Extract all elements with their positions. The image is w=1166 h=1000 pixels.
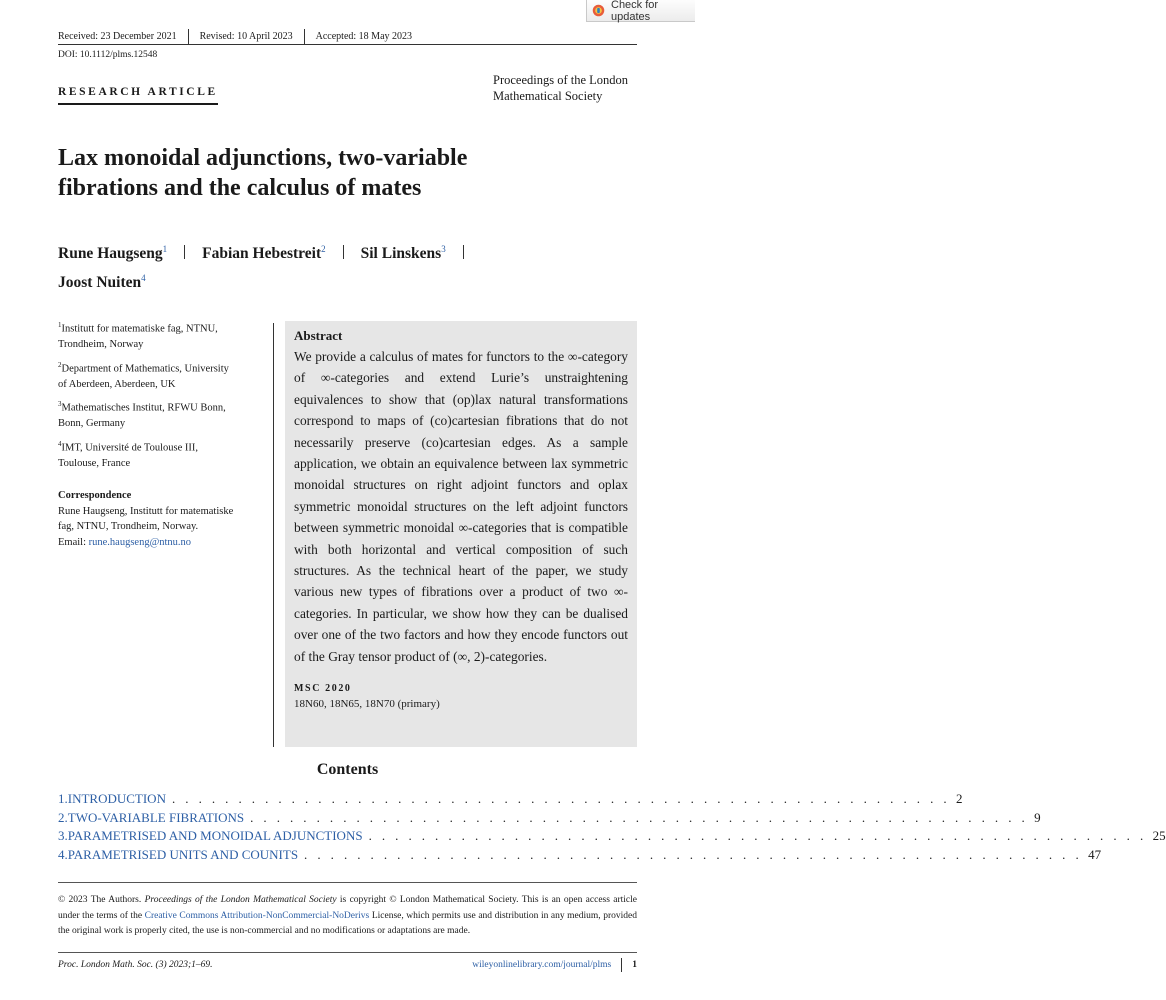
accepted-date: Accepted: 18 May 2023 xyxy=(315,31,413,42)
author-divider xyxy=(463,245,464,259)
license-part: is copyright © London Mathematical Society. This is an open access article under the terms of the xyxy=(58,895,637,921)
doi: DOI: 10.1112/plms.12548 xyxy=(58,50,158,60)
affiliation-line: Mathematisches Institut, RFWU Bonn, xyxy=(61,402,226,414)
license-text xyxy=(58,893,637,940)
author-divider xyxy=(184,245,185,259)
article-title xyxy=(58,143,598,203)
toc-leader: . . . . . . . . . . . . . . . . . . . . . . . . . . . . . . . . . . . . . . . . . . . . . . . . . . . . . . . . . . . xyxy=(250,809,1029,825)
title-line1: Lax monoidal adjunctions, two-variable xyxy=(58,145,468,171)
toc-link[interactable]: PARAMETRISED UNITS AND COUNITS xyxy=(67,846,299,862)
article-type: RESEARCH ARTICLE xyxy=(58,86,218,105)
affiliation xyxy=(58,397,268,432)
toc-leader: . . . . . . . . . . . . . . . . . . . . . . . . . . . . . . . . . . . . . . . . . . . . . . . . . . . . . . . . . . . xyxy=(368,828,1147,844)
journal-citation: Proc. London Math. Soc. (3) 2023;1–69. xyxy=(58,960,213,970)
toc-number: 2. xyxy=(58,809,68,825)
author-affiliation-link[interactable]: 2 xyxy=(321,244,326,254)
journal-url-link[interactable]: wileyonlinelibrary.com/journal/plms xyxy=(472,960,612,970)
affiliation-line: IMT, Université de Toulouse III, xyxy=(61,442,199,453)
journal-name xyxy=(493,72,643,104)
msc-heading: MSC 2020 xyxy=(294,683,352,695)
affiliation-number: 1 xyxy=(58,321,62,329)
author xyxy=(58,237,167,266)
affiliation-number: 2 xyxy=(58,360,62,369)
page-number: 1 xyxy=(632,960,637,970)
check-updates-icon xyxy=(592,4,605,17)
affiliation-line: Toulouse, France xyxy=(58,457,131,469)
toc-link[interactable]: INTRODUCTION xyxy=(67,791,166,806)
affiliation-line: Bonn, Germany xyxy=(58,418,126,429)
license-rule xyxy=(58,882,637,883)
author-list xyxy=(58,237,618,295)
affiliation xyxy=(58,358,268,393)
msc-codes: 18N60, 18N65, 18N70 (primary) xyxy=(294,698,440,711)
title-line2: fibrations and the calculus of mates xyxy=(58,175,422,201)
author-divider xyxy=(343,245,344,259)
journal-name-line2: Mathematical Society xyxy=(493,89,603,103)
toc-entry[interactable] xyxy=(58,809,1041,828)
toc-page: 2 xyxy=(956,791,963,806)
correspondence-heading: Correspondence xyxy=(58,490,132,501)
toc-entry[interactable] xyxy=(58,846,1102,865)
abstract-heading: Abstract xyxy=(294,328,343,343)
affiliations-column xyxy=(58,318,268,550)
header-rule xyxy=(58,44,637,45)
footer-divider xyxy=(621,958,622,972)
affiliation-line: Trondheim, Norway xyxy=(58,339,144,350)
publication-dates xyxy=(58,29,637,44)
author-name: Fabian Hebestreit xyxy=(202,245,322,263)
toc-page: 47 xyxy=(1088,846,1102,862)
received-date: Received: 23 December 2021 xyxy=(58,31,177,42)
toc-leader: . . . . . . . . . . . . . . . . . . . . . . . . . . . . . . . . . . . . . . . . . . . . . . . . . . . . . . . . . . . xyxy=(171,791,951,806)
revised-date: Revised: 10 April 2023 xyxy=(199,31,293,42)
page-footer xyxy=(58,958,637,972)
check-updates-label: Check for updates xyxy=(611,0,659,23)
affiliation-number: 3 xyxy=(58,400,62,408)
author xyxy=(361,237,446,266)
author-affiliation-link[interactable]: 1 xyxy=(162,244,168,254)
toc-entry[interactable] xyxy=(58,827,1166,846)
check-for-updates-button[interactable] xyxy=(586,0,695,22)
correspondence-email xyxy=(58,535,268,551)
correspondence-line: Rune Haugseng, Institutt for matematiske xyxy=(58,505,234,517)
affiliation-line: Department of Mathematics, University xyxy=(61,363,229,374)
toc-number: 1. xyxy=(58,791,68,806)
footer-rule xyxy=(58,952,637,953)
toc-entry[interactable] xyxy=(58,790,963,809)
author-name: Sil Linskens xyxy=(360,245,442,263)
toc-link[interactable]: TWO-VARIABLE FIBRATIONS xyxy=(67,809,245,825)
author-name: Rune Haugseng xyxy=(58,245,163,263)
abstract-text: We provide a calculus of mates for functors to the ∞-category of ∞-categories and extend Lurie’s unstraightening equivalences to show that (op)lax natural transformations correspond to maps of (co)cartesian fibrations that do not necessarily preserve (co)cartesian edges. As a sample application, we obtain an equivalence between lax symmetric monoidal structures on right adjoint functors and oplax symmetric monoidal structures on the left adjoint functors between symmetric monoidal ∞-categories that is compatible with both horizontal and vertical composition of such structures. As the technical heart of the paper, we study various new types of fibrations over a product of two ∞-categories. In particular, we show how they can be dualised over one of the two factors and how they encode functors out of the Gray tensor product of (∞, 2)-categories. xyxy=(294,349,628,664)
cc-license-link[interactable]: Creative Commons Attribution-NonCommercial-NoDerivs xyxy=(144,910,370,921)
toc-number: 3. xyxy=(58,828,68,844)
toc-page: 25 xyxy=(1152,828,1166,844)
author-affiliation-link[interactable]: 3 xyxy=(441,244,446,254)
toc-link[interactable]: PARAMETRISED AND MONOIDAL ADJUNCTIONS xyxy=(67,828,363,844)
author-affiliation-link[interactable]: 4 xyxy=(141,273,146,284)
affiliation-line: of Aberdeen, Aberdeen, UK xyxy=(58,378,176,390)
author-name: Joost Nuiten xyxy=(58,274,142,292)
toc-leader: . . . . . . . . . . . . . . . . . . . . . . . . . . . . . . . . . . . . . . . . . . . . . . . . . . . . . . . . . . . xyxy=(304,846,1083,862)
license-part: License, which permits use and distribution in any medium, provided the original work is properly cited, the use is non-commercial and no modifications or adaptations are made. xyxy=(58,910,637,936)
toc-page: 9 xyxy=(1034,809,1041,825)
contents-title: Contents xyxy=(316,761,379,778)
date-divider xyxy=(188,29,189,45)
license-journal: Proceedings of the London Mathematical Society xyxy=(144,895,337,905)
email-label: Email: xyxy=(58,536,89,548)
journal-name-line1: Proceedings of the London xyxy=(493,73,629,87)
license-part: © 2023 The Authors. xyxy=(58,895,145,905)
toc-number: 4. xyxy=(58,846,68,862)
affiliation-line: Institutt for matematiske fag, NTNU, xyxy=(61,323,218,335)
affiliation xyxy=(58,318,268,353)
correspondence-line: fag, NTNU, Trondheim, Norway. xyxy=(58,521,199,532)
author xyxy=(58,266,146,295)
table-of-contents xyxy=(58,790,1166,864)
author xyxy=(202,237,325,266)
abstract-box xyxy=(285,321,637,747)
date-divider xyxy=(304,29,305,45)
affiliation-number: 4 xyxy=(58,439,62,448)
email-link[interactable]: rune.haugseng@ntnu.no xyxy=(88,536,192,548)
column-divider xyxy=(273,323,274,747)
affiliation xyxy=(58,437,268,472)
